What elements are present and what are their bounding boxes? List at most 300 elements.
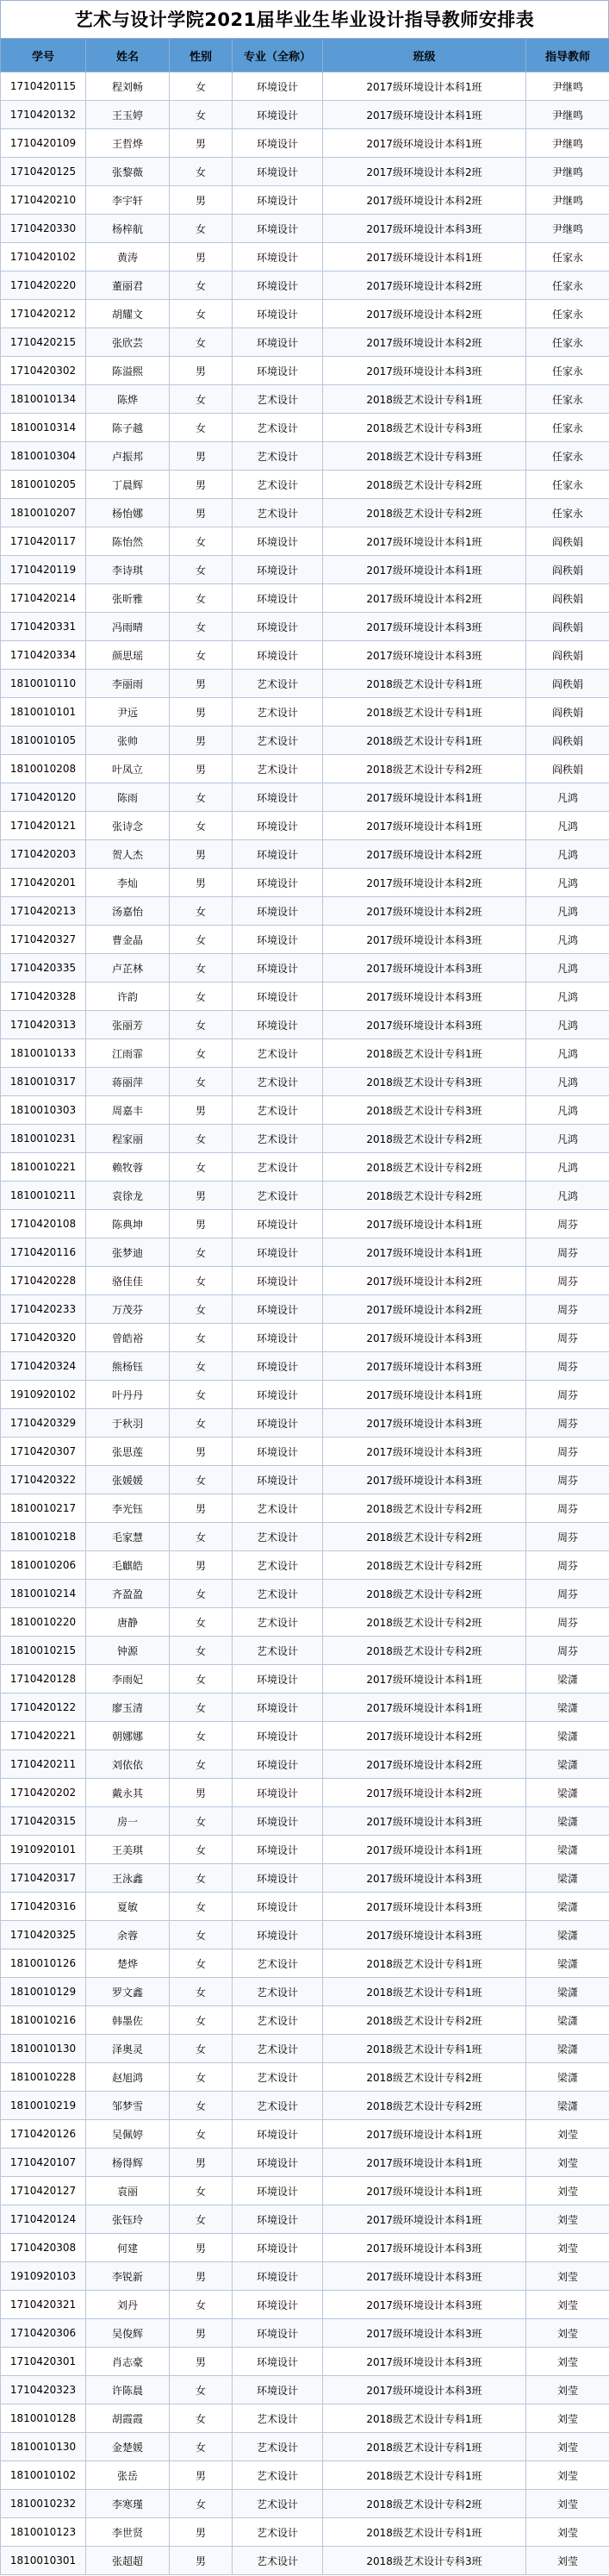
major-cell: 环境设计 xyxy=(233,215,323,243)
name-cell: 曹金晶 xyxy=(86,926,170,954)
gender-cell: 女 xyxy=(170,1153,233,1182)
student-id-cell: 1810010205 xyxy=(1,471,86,499)
advisor-cell: 刘莹 xyxy=(526,2234,609,2262)
student-id-cell: 1810010218 xyxy=(1,1523,86,1551)
name-cell: 张黎薇 xyxy=(86,158,170,186)
table-row xyxy=(1,1978,609,2006)
student-id-cell: 1710420301 xyxy=(1,2348,86,2376)
name-cell: 张帅 xyxy=(86,727,170,755)
student-id-cell: 1810010128 xyxy=(1,2404,86,2433)
class-cell: 2017级环境设计本科1班 xyxy=(323,101,526,129)
table-row xyxy=(1,1722,609,1750)
advisor-cell: 凡鸿 xyxy=(526,1153,609,1182)
class-cell: 2017级环境设计本科3班 xyxy=(323,2348,526,2376)
advisor-cell: 凡鸿 xyxy=(526,1011,609,1039)
class-cell: 2018级艺术设计专科2班 xyxy=(323,1182,526,1210)
page-title: 艺术与设计学院2021届毕业生毕业设计指导教师安排表 xyxy=(0,0,609,38)
name-cell: 程刘畅 xyxy=(86,72,170,101)
name-cell: 张欣芸 xyxy=(86,328,170,357)
advisor-cell: 凡鸿 xyxy=(526,1096,609,1125)
student-id-cell: 1810010130 xyxy=(1,2433,86,2461)
table-body xyxy=(1,72,609,2575)
table-row xyxy=(1,1836,609,1864)
header-name: 姓名 xyxy=(86,39,170,72)
gender-cell: 女 xyxy=(170,1949,233,1978)
gender-cell: 女 xyxy=(170,1011,233,1039)
table-row xyxy=(1,869,609,897)
table-row xyxy=(1,783,609,812)
student-id-cell: 1710420334 xyxy=(1,641,86,670)
advisor-assignment-table xyxy=(0,38,609,2575)
advisor-cell: 刘莹 xyxy=(526,2177,609,2205)
gender-cell: 男 xyxy=(170,2234,233,2262)
name-cell: 骆佳佳 xyxy=(86,1267,170,1295)
class-cell: 2018级艺术设计专科2班 xyxy=(323,1523,526,1551)
student-id-cell: 1810010105 xyxy=(1,727,86,755)
gender-cell: 男 xyxy=(170,727,233,755)
student-id-cell: 1710420329 xyxy=(1,1409,86,1438)
gender-cell: 女 xyxy=(170,613,233,641)
class-cell: 2018级艺术设计专科1班 xyxy=(323,670,526,698)
name-cell: 王泳鑫 xyxy=(86,1864,170,1893)
gender-cell: 女 xyxy=(170,2120,233,2149)
gender-cell: 男 xyxy=(170,2262,233,2291)
table-row xyxy=(1,1096,609,1125)
gender-cell: 女 xyxy=(170,527,233,556)
name-cell: 韩墨佐 xyxy=(86,2006,170,2035)
name-cell: 叶凤立 xyxy=(86,755,170,783)
advisor-cell: 梁潇 xyxy=(526,2092,609,2120)
advisor-cell: 凡鸿 xyxy=(526,954,609,982)
student-id-cell: 1810010232 xyxy=(1,2490,86,2518)
major-cell: 艺术设计 xyxy=(233,2035,323,2063)
table-row xyxy=(1,1039,609,1068)
name-cell: 王玉婷 xyxy=(86,101,170,129)
name-cell: 唐静 xyxy=(86,1608,170,1637)
table-row xyxy=(1,2518,609,2547)
gender-cell: 男 xyxy=(170,243,233,271)
table-row xyxy=(1,1779,609,1807)
class-cell: 2017级环境设计本科3班 xyxy=(323,1352,526,1381)
student-id-cell: 1910920102 xyxy=(1,1381,86,1409)
gender-cell: 男 xyxy=(170,442,233,471)
name-cell: 杨怡娜 xyxy=(86,499,170,527)
gender-cell: 女 xyxy=(170,1238,233,1267)
name-cell: 赵旭鸿 xyxy=(86,2063,170,2092)
advisor-cell: 尹继鸣 xyxy=(526,158,609,186)
advisor-cell: 周芬 xyxy=(526,1267,609,1295)
table-row xyxy=(1,954,609,982)
name-cell: 余蓉 xyxy=(86,1921,170,1949)
name-cell: 程家丽 xyxy=(86,1125,170,1153)
name-cell: 夏敏 xyxy=(86,1893,170,1921)
class-cell: 2017级环境设计本科1班 xyxy=(323,2177,526,2205)
gender-cell: 男 xyxy=(170,1551,233,1580)
table-row xyxy=(1,613,609,641)
student-id-cell: 1710420327 xyxy=(1,926,86,954)
name-cell: 陈雨 xyxy=(86,783,170,812)
name-cell: 张思莲 xyxy=(86,1438,170,1466)
name-cell: 钟源 xyxy=(86,1637,170,1665)
class-cell: 2017级环境设计本科1班 xyxy=(323,2120,526,2149)
name-cell: 叶丹丹 xyxy=(86,1381,170,1409)
gender-cell: 女 xyxy=(170,1068,233,1096)
student-id-cell: 1710420320 xyxy=(1,1324,86,1352)
major-cell: 环境设计 xyxy=(233,2262,323,2291)
name-cell: 许韵 xyxy=(86,982,170,1011)
class-cell: 2017级环境设计本科3班 xyxy=(323,215,526,243)
table-row xyxy=(1,1466,609,1494)
advisor-cell: 周芬 xyxy=(526,1409,609,1438)
advisor-cell: 凡鸿 xyxy=(526,1182,609,1210)
major-cell: 艺术设计 xyxy=(233,1182,323,1210)
student-id-cell: 1810010301 xyxy=(1,2547,86,2575)
name-cell: 杨得辉 xyxy=(86,2149,170,2177)
advisor-cell: 任家永 xyxy=(526,328,609,357)
header-major: 专业（全称） xyxy=(233,39,323,72)
gender-cell: 女 xyxy=(170,385,233,414)
name-cell: 蒋丽萍 xyxy=(86,1068,170,1096)
major-cell: 环境设计 xyxy=(233,1267,323,1295)
major-cell: 环境设计 xyxy=(233,2205,323,2234)
advisor-cell: 梁潇 xyxy=(526,1722,609,1750)
name-cell: 胡耀文 xyxy=(86,300,170,328)
advisor-cell: 阎秩娟 xyxy=(526,613,609,641)
table-row xyxy=(1,1210,609,1238)
advisor-cell: 尹继鸣 xyxy=(526,186,609,215)
name-cell: 张丽芳 xyxy=(86,1011,170,1039)
table-row xyxy=(1,1125,609,1153)
major-cell: 艺术设计 xyxy=(233,385,323,414)
major-cell: 艺术设计 xyxy=(233,670,323,698)
student-id-cell: 1810010216 xyxy=(1,2006,86,2035)
advisor-cell: 梁潇 xyxy=(526,2006,609,2035)
advisor-cell: 凡鸿 xyxy=(526,1125,609,1153)
advisor-cell: 刘莹 xyxy=(526,2547,609,2575)
name-cell: 王美琪 xyxy=(86,1836,170,1864)
table-row xyxy=(1,556,609,584)
gender-cell: 女 xyxy=(170,2092,233,2120)
advisor-cell: 尹继鸣 xyxy=(526,101,609,129)
gender-cell: 女 xyxy=(170,812,233,840)
name-cell: 泽奥灵 xyxy=(86,2035,170,2063)
gender-cell: 女 xyxy=(170,2205,233,2234)
gender-cell: 女 xyxy=(170,328,233,357)
table-row xyxy=(1,1750,609,1779)
table-row xyxy=(1,2461,609,2490)
name-cell: 李诗琪 xyxy=(86,556,170,584)
advisor-cell: 周芬 xyxy=(526,1580,609,1608)
class-cell: 2018级艺术设计专科2班 xyxy=(323,1580,526,1608)
advisor-cell: 周芬 xyxy=(526,1494,609,1523)
class-cell: 2017级环境设计本科2班 xyxy=(323,897,526,926)
advisor-cell: 阎秩娟 xyxy=(526,670,609,698)
gender-cell: 男 xyxy=(170,840,233,869)
gender-cell: 女 xyxy=(170,2063,233,2092)
major-cell: 环境设计 xyxy=(233,1693,323,1722)
table-row xyxy=(1,1921,609,1949)
name-cell: 戴永其 xyxy=(86,1779,170,1807)
student-id-cell: 1710420116 xyxy=(1,1238,86,1267)
major-cell: 环境设计 xyxy=(233,783,323,812)
student-id-cell: 1710420324 xyxy=(1,1352,86,1381)
table-row xyxy=(1,1693,609,1722)
major-cell: 艺术设计 xyxy=(233,1978,323,2006)
table-row xyxy=(1,385,609,414)
gender-cell: 女 xyxy=(170,2291,233,2319)
class-cell: 2018级艺术设计专科1班 xyxy=(323,2404,526,2433)
table-row xyxy=(1,1295,609,1324)
advisor-cell: 刘莹 xyxy=(526,2404,609,2433)
table-row xyxy=(1,698,609,727)
table-row xyxy=(1,271,609,300)
student-id-cell: 1710420127 xyxy=(1,2177,86,2205)
class-cell: 2018级艺术设计专科2班 xyxy=(323,2006,526,2035)
advisor-cell: 梁潇 xyxy=(526,1978,609,2006)
header-class: 班级 xyxy=(323,39,526,72)
gender-cell: 男 xyxy=(170,1210,233,1238)
gender-cell: 女 xyxy=(170,1523,233,1551)
major-cell: 环境设计 xyxy=(233,1921,323,1949)
name-cell: 李寒瑾 xyxy=(86,2490,170,2518)
gender-cell: 男 xyxy=(170,357,233,385)
class-cell: 2017级环境设计本科3班 xyxy=(323,2291,526,2319)
table-row xyxy=(1,414,609,442)
advisor-cell: 周芬 xyxy=(526,1238,609,1267)
header-advisor: 指导教师 xyxy=(526,39,609,72)
major-cell: 艺术设计 xyxy=(233,2404,323,2433)
student-id-cell: 1710420323 xyxy=(1,2376,86,2404)
name-cell: 张梦迪 xyxy=(86,1238,170,1267)
student-id-cell: 1810010303 xyxy=(1,1096,86,1125)
advisor-cell: 凡鸿 xyxy=(526,1068,609,1096)
major-cell: 艺术设计 xyxy=(233,1153,323,1182)
major-cell: 艺术设计 xyxy=(233,2490,323,2518)
advisor-cell: 任家永 xyxy=(526,499,609,527)
table-row xyxy=(1,727,609,755)
class-cell: 2017级环境设计本科2班 xyxy=(323,186,526,215)
student-id-cell: 1810010133 xyxy=(1,1039,86,1068)
student-id-cell: 1710420220 xyxy=(1,271,86,300)
table-row xyxy=(1,1608,609,1637)
student-id-cell: 1810010219 xyxy=(1,2092,86,2120)
table-row xyxy=(1,755,609,783)
advisor-cell: 阎秩娟 xyxy=(526,527,609,556)
advisor-cell: 刘莹 xyxy=(526,2518,609,2547)
name-cell: 张媛媛 xyxy=(86,1466,170,1494)
table-row xyxy=(1,101,609,129)
name-cell: 何建 xyxy=(86,2234,170,2262)
table-row xyxy=(1,2291,609,2319)
student-id-cell: 1810010231 xyxy=(1,1125,86,1153)
class-cell: 2017级环境设计本科3班 xyxy=(323,926,526,954)
name-cell: 陈溢熙 xyxy=(86,357,170,385)
class-cell: 2017级环境设计本科1班 xyxy=(323,812,526,840)
gender-cell: 女 xyxy=(170,897,233,926)
class-cell: 2017级环境设计本科2班 xyxy=(323,584,526,613)
class-cell: 2017级环境设计本科3班 xyxy=(323,1921,526,1949)
advisor-cell: 凡鸿 xyxy=(526,783,609,812)
name-cell: 杨梓航 xyxy=(86,215,170,243)
class-cell: 2017级环境设计本科1班 xyxy=(323,1836,526,1864)
name-cell: 于秋羽 xyxy=(86,1409,170,1438)
gender-cell: 女 xyxy=(170,2035,233,2063)
gender-cell: 女 xyxy=(170,2177,233,2205)
gender-cell: 女 xyxy=(170,1295,233,1324)
major-cell: 环境设计 xyxy=(233,2177,323,2205)
student-id-cell: 1710420308 xyxy=(1,2234,86,2262)
advisor-cell: 凡鸿 xyxy=(526,840,609,869)
advisor-cell: 梁潇 xyxy=(526,2035,609,2063)
gender-cell: 男 xyxy=(170,471,233,499)
advisor-cell: 梁潇 xyxy=(526,1836,609,1864)
table-row xyxy=(1,1153,609,1182)
name-cell: 黄涛 xyxy=(86,243,170,271)
advisor-cell: 周芬 xyxy=(526,1551,609,1580)
table-row xyxy=(1,2547,609,2575)
class-cell: 2017级环境设计本科1班 xyxy=(323,527,526,556)
major-cell: 艺术设计 xyxy=(233,1068,323,1096)
name-cell: 张超超 xyxy=(86,2547,170,2575)
advisor-cell: 任家永 xyxy=(526,471,609,499)
major-cell: 艺术设计 xyxy=(233,1580,323,1608)
name-cell: 董丽君 xyxy=(86,271,170,300)
table-header-row xyxy=(1,39,609,72)
gender-cell: 女 xyxy=(170,158,233,186)
major-cell: 艺术设计 xyxy=(233,1523,323,1551)
student-id-cell: 1810010126 xyxy=(1,1949,86,1978)
student-id-cell: 1710420210 xyxy=(1,186,86,215)
major-cell: 环境设计 xyxy=(233,2234,323,2262)
gender-cell: 男 xyxy=(170,698,233,727)
advisor-cell: 周芬 xyxy=(526,1324,609,1352)
class-cell: 2017级环境设计本科1班 xyxy=(323,1238,526,1267)
table-row xyxy=(1,1068,609,1096)
major-cell: 环境设计 xyxy=(233,2376,323,2404)
table-row xyxy=(1,328,609,357)
class-cell: 2018级艺术设计专科2班 xyxy=(323,2092,526,2120)
class-cell: 2018级艺术设计专科2班 xyxy=(323,1153,526,1182)
table-row xyxy=(1,471,609,499)
class-cell: 2018级艺术设计专科2班 xyxy=(323,1125,526,1153)
header-gender: 性别 xyxy=(170,39,233,72)
student-id-cell: 1710420120 xyxy=(1,783,86,812)
advisor-cell: 尹继鸣 xyxy=(526,72,609,101)
name-cell: 张岳 xyxy=(86,2461,170,2490)
student-id-cell: 1810010207 xyxy=(1,499,86,527)
table-row xyxy=(1,158,609,186)
student-id-cell: 1810010134 xyxy=(1,385,86,414)
major-cell: 环境设计 xyxy=(233,2149,323,2177)
class-cell: 2017级环境设计本科1班 xyxy=(323,556,526,584)
gender-cell: 男 xyxy=(170,1096,233,1125)
student-id-cell: 1710420117 xyxy=(1,527,86,556)
class-cell: 2018级艺术设计专科2班 xyxy=(323,471,526,499)
class-cell: 2018级艺术设计专科2班 xyxy=(323,1608,526,1637)
class-cell: 2017级环境设计本科1班 xyxy=(323,1381,526,1409)
advisor-cell: 梁潇 xyxy=(526,1750,609,1779)
gender-cell: 女 xyxy=(170,783,233,812)
major-cell: 环境设计 xyxy=(233,812,323,840)
gender-cell: 女 xyxy=(170,101,233,129)
major-cell: 环境设计 xyxy=(233,328,323,357)
name-cell: 金楚媛 xyxy=(86,2433,170,2461)
table-row xyxy=(1,2035,609,2063)
gender-cell: 男 xyxy=(170,1779,233,1807)
table-row xyxy=(1,1864,609,1893)
advisor-cell: 凡鸿 xyxy=(526,1039,609,1068)
student-id-cell: 1710420328 xyxy=(1,982,86,1011)
major-cell: 环境设计 xyxy=(233,1324,323,1352)
class-cell: 2017级环境设计本科3班 xyxy=(323,1011,526,1039)
table-row xyxy=(1,2404,609,2433)
table-row xyxy=(1,1182,609,1210)
advisor-cell: 梁潇 xyxy=(526,1949,609,1978)
student-id-cell: 1710420315 xyxy=(1,1807,86,1836)
major-cell: 环境设计 xyxy=(233,1381,323,1409)
table-row xyxy=(1,1523,609,1551)
gender-cell: 女 xyxy=(170,1608,233,1637)
gender-cell: 女 xyxy=(170,2490,233,2518)
advisor-cell: 凡鸿 xyxy=(526,897,609,926)
gender-cell: 女 xyxy=(170,1381,233,1409)
gender-cell: 男 xyxy=(170,129,233,158)
name-cell: 李雨妃 xyxy=(86,1665,170,1693)
class-cell: 2017级环境设计本科3班 xyxy=(323,1864,526,1893)
student-id-cell: 1710420322 xyxy=(1,1466,86,1494)
major-cell: 艺术设计 xyxy=(233,1096,323,1125)
student-id-cell: 1710420214 xyxy=(1,584,86,613)
student-id-cell: 1810010317 xyxy=(1,1068,86,1096)
student-id-cell: 1710420221 xyxy=(1,1722,86,1750)
major-cell: 环境设计 xyxy=(233,1238,323,1267)
name-cell: 廖玉清 xyxy=(86,1693,170,1722)
gender-cell: 女 xyxy=(170,2433,233,2461)
advisor-cell: 刘莹 xyxy=(526,2433,609,2461)
student-id-cell: 1810010110 xyxy=(1,670,86,698)
table-row xyxy=(1,1949,609,1978)
major-cell: 艺术设计 xyxy=(233,2092,323,2120)
class-cell: 2018级艺术设计专科1班 xyxy=(323,2433,526,2461)
class-cell: 2017级环境设计本科2班 xyxy=(323,158,526,186)
student-id-cell: 1710420313 xyxy=(1,1011,86,1039)
major-cell: 环境设计 xyxy=(233,584,323,613)
major-cell: 环境设计 xyxy=(233,271,323,300)
table-row xyxy=(1,982,609,1011)
name-cell: 齐盈盈 xyxy=(86,1580,170,1608)
class-cell: 2018级艺术设计专科1班 xyxy=(323,385,526,414)
name-cell: 周嘉丰 xyxy=(86,1096,170,1125)
table-row xyxy=(1,2177,609,2205)
class-cell: 2018级艺术设计专科2班 xyxy=(323,2490,526,2518)
class-cell: 2018级艺术设计专科2班 xyxy=(323,1551,526,1580)
class-cell: 2018级艺术设计专科1班 xyxy=(323,1949,526,1978)
name-cell: 李光钰 xyxy=(86,1494,170,1523)
class-cell: 2018级艺术设计专科3班 xyxy=(323,442,526,471)
table-row xyxy=(1,2234,609,2262)
name-cell: 尹远 xyxy=(86,698,170,727)
advisor-cell: 凡鸿 xyxy=(526,982,609,1011)
advisor-cell: 任家永 xyxy=(526,271,609,300)
table-row xyxy=(1,1893,609,1921)
major-cell: 环境设计 xyxy=(233,897,323,926)
student-id-cell: 1710420202 xyxy=(1,1779,86,1807)
gender-cell: 男 xyxy=(170,2319,233,2348)
name-cell: 毛家慧 xyxy=(86,1523,170,1551)
major-cell: 环境设计 xyxy=(233,1893,323,1921)
name-cell: 吴佩婷 xyxy=(86,2120,170,2149)
major-cell: 环境设计 xyxy=(233,556,323,584)
